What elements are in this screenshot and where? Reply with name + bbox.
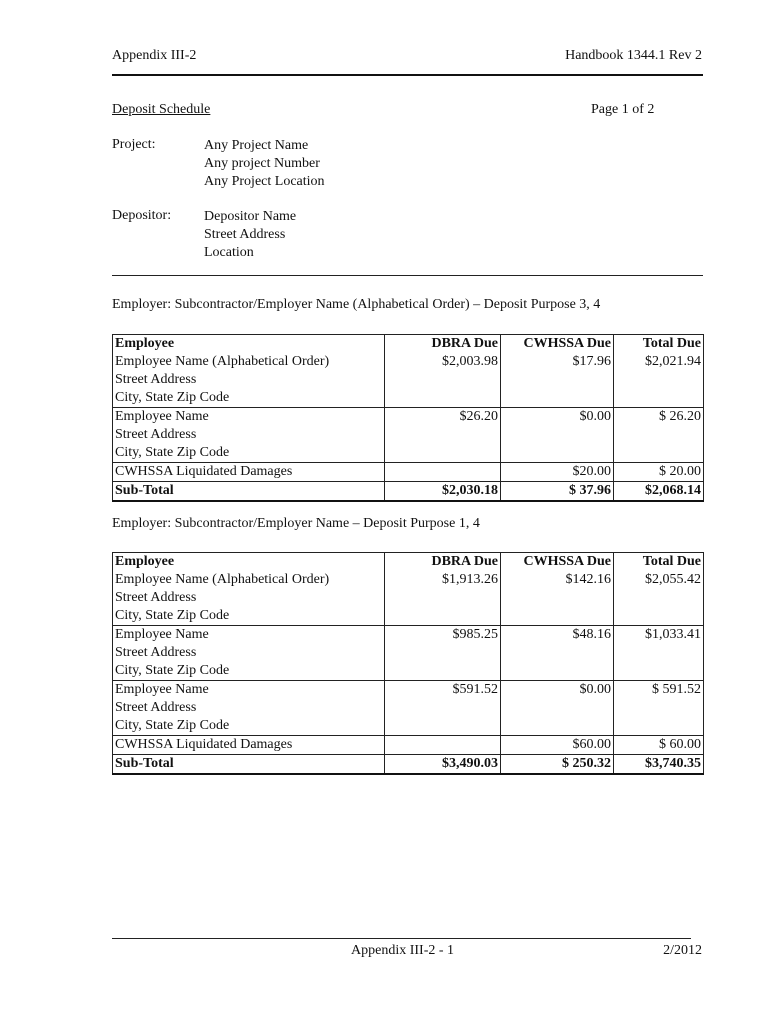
total-due-value: $2,021.94 xyxy=(614,353,704,408)
table-row xyxy=(113,571,704,626)
table-row xyxy=(113,626,704,681)
dbra-due-value: $26.20 xyxy=(385,408,501,463)
employee-city: City, State Zip Code xyxy=(115,445,230,460)
project-block xyxy=(204,137,325,191)
doc-title: Deposit Schedule xyxy=(112,102,211,117)
dbra-due-value xyxy=(385,463,501,482)
employee-street: Street Address xyxy=(115,427,197,442)
project-number: Any project Number xyxy=(204,156,320,171)
depositor-label: Depositor: xyxy=(112,208,172,223)
employee-name: Employee Name xyxy=(115,409,209,424)
employee-cell xyxy=(113,626,385,681)
employer-heading: Employer: Subcontractor/Employer Name (Alphabetical Order) – Deposit Purpose 3, 4 xyxy=(112,297,601,312)
total-due-value: $ 20.00 xyxy=(614,463,704,482)
total-due-value: $1,033.41 xyxy=(614,626,704,681)
footer-right: 2/2012 xyxy=(663,943,702,958)
project-label: Project: xyxy=(112,137,156,152)
damages-label: CWHSSA Liquidated Damages xyxy=(113,463,385,482)
depositor-street: Street Address xyxy=(204,227,286,242)
subtotal-row xyxy=(113,482,704,502)
subtotal-total: $2,068.14 xyxy=(614,482,704,502)
col-total-due: Total Due xyxy=(614,553,704,572)
page-label: Page 1 of 2 xyxy=(591,102,655,117)
header-rule xyxy=(112,74,703,76)
employee-cell xyxy=(113,353,385,408)
header-right: Handbook 1344.1 Rev 2 xyxy=(565,48,702,63)
footer-rule xyxy=(112,938,691,939)
employee-street: Street Address xyxy=(115,590,197,605)
dbra-due-value xyxy=(385,736,501,755)
damages-label: CWHSSA Liquidated Damages xyxy=(113,736,385,755)
col-employee: Employee xyxy=(113,335,385,354)
employee-city: City, State Zip Code xyxy=(115,663,230,678)
project-name: Any Project Name xyxy=(204,138,309,153)
employee-cell xyxy=(113,571,385,626)
employee-street: Street Address xyxy=(115,645,197,660)
dbra-due-value: $2,003.98 xyxy=(385,353,501,408)
col-cwhssa-due: CWHSSA Due xyxy=(501,553,614,572)
subtotal-total: $3,740.35 xyxy=(614,755,704,775)
depositor-location: Location xyxy=(204,245,254,260)
subtotal-dbra: $2,030.18 xyxy=(385,482,501,502)
damages-row xyxy=(113,463,704,482)
depositor-name: Depositor Name xyxy=(204,209,297,224)
subtotal-row xyxy=(113,755,704,775)
subtotal-cwhssa: $ 250.32 xyxy=(501,755,614,775)
header-left: Appendix III-2 xyxy=(112,48,197,63)
col-employee: Employee xyxy=(113,553,385,572)
employee-name: Employee Name (Alphabetical Order) xyxy=(115,354,330,369)
table-row xyxy=(113,353,704,408)
col-total-due: Total Due xyxy=(614,335,704,354)
cwhssa-due-value: $20.00 xyxy=(501,463,614,482)
subtotal-label: Sub-Total xyxy=(113,755,385,775)
employee-street: Street Address xyxy=(115,372,197,387)
employee-name: Employee Name xyxy=(115,627,209,642)
damages-row xyxy=(113,736,704,755)
table-header-row xyxy=(113,335,704,354)
deposit-table xyxy=(112,334,704,502)
table-header-row xyxy=(113,553,704,572)
col-dbra-due: DBRA Due xyxy=(385,335,501,354)
footer-center: Appendix III-2 - 1 xyxy=(351,943,455,958)
subtotal-dbra: $3,490.03 xyxy=(385,755,501,775)
employee-name: Employee Name (Alphabetical Order) xyxy=(115,572,330,587)
employee-city: City, State Zip Code xyxy=(115,718,230,733)
employee-city: City, State Zip Code xyxy=(115,608,230,623)
employee-name: Employee Name xyxy=(115,682,209,697)
table-row xyxy=(113,681,704,736)
col-cwhssa-due: CWHSSA Due xyxy=(501,335,614,354)
cwhssa-due-value: $48.16 xyxy=(501,626,614,681)
total-due-value: $2,055.42 xyxy=(614,571,704,626)
cwhssa-due-value: $142.16 xyxy=(501,571,614,626)
project-location: Any Project Location xyxy=(204,174,325,189)
employee-cell xyxy=(113,408,385,463)
employee-cell xyxy=(113,681,385,736)
dbra-due-value: $591.52 xyxy=(385,681,501,736)
dbra-due-value: $1,913.26 xyxy=(385,571,501,626)
total-due-value: $ 26.20 xyxy=(614,408,704,463)
cwhssa-due-value: $60.00 xyxy=(501,736,614,755)
subtotal-cwhssa: $ 37.96 xyxy=(501,482,614,502)
cwhssa-due-value: $0.00 xyxy=(501,408,614,463)
employee-city: City, State Zip Code xyxy=(115,390,230,405)
employee-street: Street Address xyxy=(115,700,197,715)
cwhssa-due-value: $17.96 xyxy=(501,353,614,408)
table-row xyxy=(113,408,704,463)
total-due-value: $ 591.52 xyxy=(614,681,704,736)
deposit-table xyxy=(112,552,704,775)
section-rule xyxy=(112,275,703,276)
cwhssa-due-value: $0.00 xyxy=(501,681,614,736)
depositor-block xyxy=(204,208,296,262)
subtotal-label: Sub-Total xyxy=(113,482,385,502)
total-due-value: $ 60.00 xyxy=(614,736,704,755)
col-dbra-due: DBRA Due xyxy=(385,553,501,572)
dbra-due-value: $985.25 xyxy=(385,626,501,681)
employer-heading: Employer: Subcontractor/Employer Name – Deposit Purpose 1, 4 xyxy=(112,516,480,531)
